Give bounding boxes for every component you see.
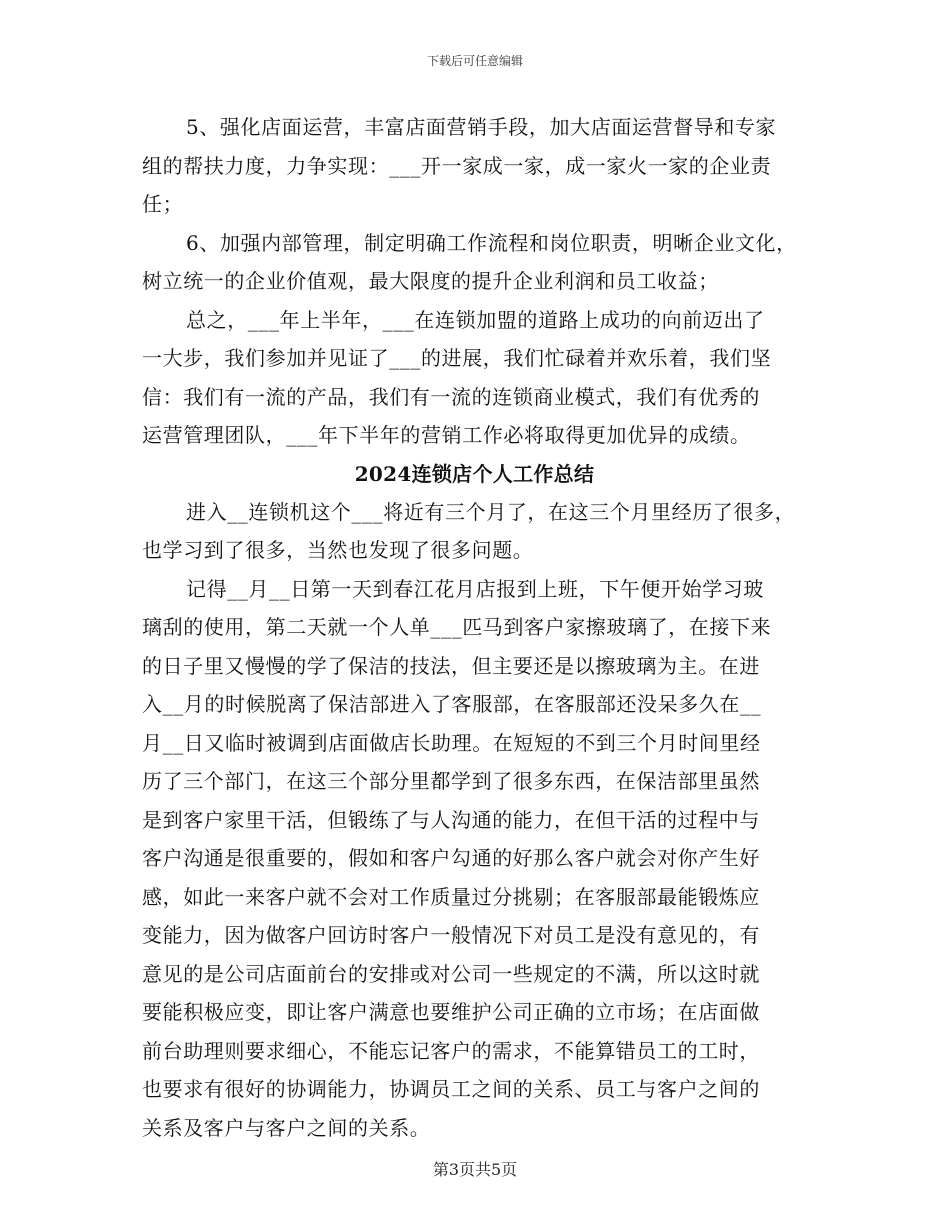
page-footer: 第3页共5页 [432,1160,518,1179]
paragraph-line: 树立统一的企业价值观，最大限度的提升企业利润和员工收益； [142,269,719,293]
paragraph-line: 月__日又临时被调到店面做店长助理。在短短的不到三个月时间里经 [142,730,761,755]
paragraph-line: 6、加强内部管理，制定明确工作流程和岗位职责，明晰企业文化， [186,230,797,255]
paragraph-line: 也要求有很好的协调能力，协调员工之间的关系、员工与客户之间的 [142,1077,760,1101]
paragraph-line: 感，如此一来客户就不会对工作质量过分挑剔；在客服部最能锻炼应 [142,884,760,909]
paragraph-line: 的日子里又慢慢的学了保洁的技法，但主要还是以擦玻璃为主。在进 [142,653,760,678]
paragraph-line: 记得__月__日第一天到春江花月店报到上班，下午便开始学习玻 [186,576,764,601]
paragraph-line: 入__月的时候脱离了保洁部进入了客服部，在客服部还没呆多久在__ [142,692,762,716]
paragraph-line: 也学习到了很多，当然也发现了很多问题。 [142,538,534,562]
paragraph-line: 信：我们有一流的产品，我们有一流的连锁商业模式，我们有优秀的 [142,384,760,409]
paragraph-line: 前台助理则要求细心，不能忘记客户的需求，不能算错员工的工时， [142,1038,760,1063]
document-body [142,108,807,1147]
page-header: 下载后可任意编辑 [426,54,523,68]
paragraph-line: 意见的是公司店面前台的安排或对公司一些规定的不满，所以这时就 [142,961,760,986]
paragraph-line: 运营管理团队，___年下半年的营销工作必将取得更加优异的成绩。 [142,423,751,447]
paragraph-line: 关系及客户与客户之间的关系。 [142,1115,431,1140]
paragraph-line: 是到客户家里干活，但锻练了与人沟通的能力，在但干活的过程中与 [142,807,760,832]
paragraph-line: 任； [142,192,184,216]
paragraph-line: 变能力，因为做客户回访时客户一般情况下对员工是没有意见的，有 [142,923,760,947]
paragraph-line: 历了三个部门，在这三个部分里都学到了很多东西，在保洁部里虽然 [142,769,760,793]
paragraph-line: 璃刮的使用，第二天就一个人单___匹马到客户家擦玻璃了，在接下来 [142,615,772,639]
paragraph-line: 客户沟通是很重要的，假如和客户勾通的好那么客户就会对你产生好 [142,846,760,870]
paragraph-line: 要能积极应变，即让客户满意也要维护公司正确的立市场；在店面做 [142,1000,760,1024]
paragraph-line: 5、强化店面运营，丰富店面营销手段，加大店面运营督导和专家 [186,115,777,139]
paragraph-line: 组的帮扶力度，力争实现：___开一家成一家，成一家火一家的企业责 [142,153,772,178]
paragraph-line: 进入__连锁机这个___将近有三个月了，在这三个月里经历了很多， [186,499,796,524]
section-title: 2024连锁店个人工作总结 [354,461,595,486]
paragraph-line: 一大步，我们参加并见证了___的进展，我们忙碌着并欢乐着，我们坚 [142,346,772,370]
paragraph-line: 总之，___年上半年，___在连锁加盟的道路上成功的向前迈出了 [186,307,765,332]
